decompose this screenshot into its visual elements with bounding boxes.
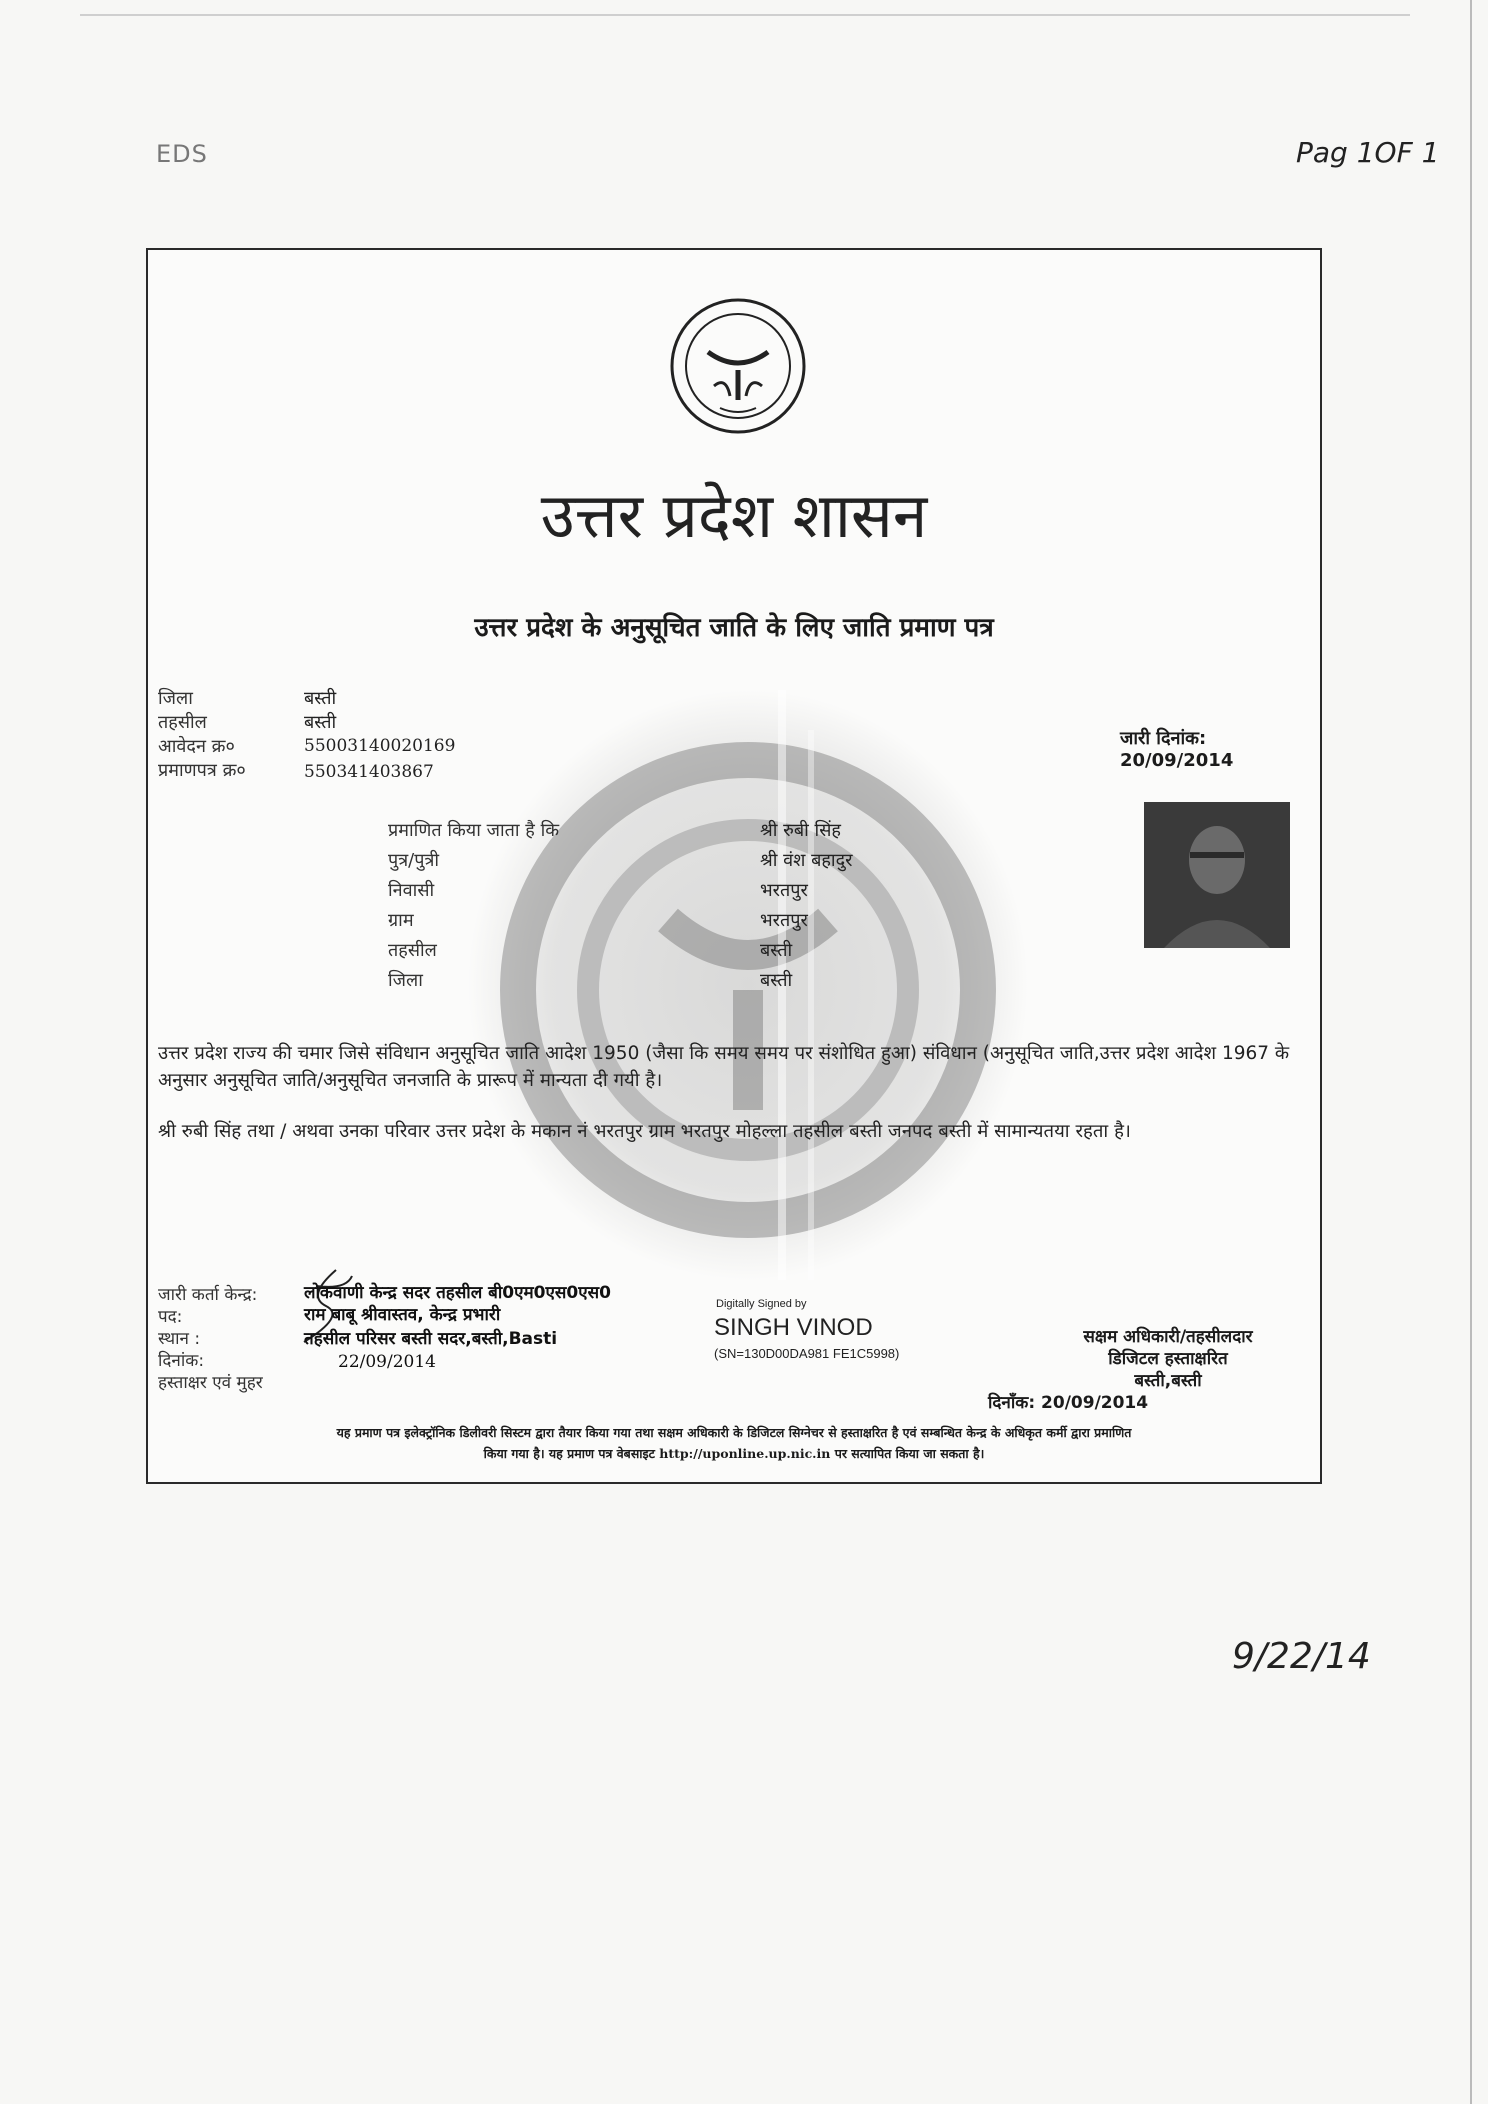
issuer-label-signature-seal: हस्ताक्षर एवं मुहर bbox=[158, 1373, 263, 1393]
applicant-photo bbox=[1144, 802, 1290, 948]
certify-label-resident: निवासी bbox=[388, 880, 435, 901]
issuer-value-date: 22/09/2014 bbox=[338, 1352, 436, 1372]
detail-value-application-no: 550031400201​69 bbox=[304, 736, 456, 756]
authority-location: बस्ती,बस्ती bbox=[1134, 1371, 1202, 1391]
certify-value-resident: भरतपुर bbox=[760, 880, 808, 901]
certify-value-tehsil: बस्ती bbox=[760, 940, 793, 961]
issuer-label-date: दिनांक: bbox=[158, 1351, 205, 1371]
certify-value-village: भरतपुर bbox=[760, 910, 808, 931]
digital-signature-name: SINGH VINOD bbox=[714, 1314, 873, 1341]
certify-value-name: श्री रुबी सिंह bbox=[760, 820, 841, 841]
certificate-subtitle: उत्तर प्रदेश के अनुसूचित जाति के लिए जाति प्रमाण पत्र bbox=[474, 613, 994, 643]
issuer-value-post: राम बाबू श्रीवास्तव, केन्द्र प्रभारी bbox=[304, 1305, 501, 1325]
digital-signature-caption: Digitally Signed by bbox=[716, 1298, 807, 1310]
scan-artifact-right bbox=[1470, 0, 1472, 2104]
residence-statement-paragraph: श्री रुबी सिंह तथा / अथवा उनका परिवार उत्तर प्रदेश के मकान नं भरतपुर ग्राम भरतपुर मोहल्ला तहसील बस्ती जनपद बस्ती में सामान्यतया रहता है। bbox=[158, 1121, 1131, 1142]
certify-label-parent: पुत्र/पुत्री bbox=[388, 850, 440, 871]
detail-value-district: बस्ती bbox=[304, 688, 337, 709]
issuer-value-center: लोकवाणी केन्द्र सदर तहसील बी0एम0एस0एस0 bbox=[304, 1283, 611, 1303]
caste-statement-paragraph: उत्तर प्रदेश राज्य की चमार जिसे संविधान अनुसूचित जाति आदेश 1950 (जैसा कि समय समय पर संशोधित हुआ) संविधान (अनुसूचित जाति,उत्तर प्रदेश आदेश 1967 के अनुसार अनुसूचित जाति/अनुसूचित जनजाति के प्रारूप में मान्यता दी गयी है। bbox=[158, 1043, 1290, 1091]
detail-value-tehsil: बस्ती bbox=[304, 712, 337, 733]
page-marker: Pag 1OF 1 bbox=[1296, 136, 1440, 169]
certify-label-intro: प्रमाणित किया जाता है कि bbox=[388, 820, 560, 841]
certify-label-village: ग्राम bbox=[388, 910, 414, 931]
digital-signature-serial: (SN=130D00DA981 FE1C5998) bbox=[714, 1346, 900, 1361]
authority-digital-signed: डिजिटल हस्ताक्षरित bbox=[1108, 1349, 1228, 1369]
footer-line-1: यह प्रमाण पत्र इलेक्ट्रॉनिक डिलीवरी सिस्टम द्वारा तैयार किया गया तथा सक्षम अधिकारी के डिजिटल सिग्नेचर से हस्ताक्षरित है एवं सम्बन्धित केन्द्र के अधिकृत कर्मी द्वारा प्रमाणित bbox=[336, 1425, 1132, 1440]
authority-designation: सक्षम अधिकारी/तहसीलदार bbox=[1083, 1327, 1253, 1347]
handwritten-date: 9/22/14 bbox=[1232, 1636, 1371, 1677]
certify-label-district: जिला bbox=[388, 970, 423, 991]
issuer-label-place: स्थान : bbox=[158, 1329, 201, 1349]
detail-label-application-no: आवेदन क्र० bbox=[158, 736, 235, 757]
state-seal-watermark bbox=[468, 690, 1028, 1280]
detail-label-certificate-no: प्रमाणपत्र क्र० bbox=[158, 760, 246, 781]
certificate-footer bbox=[148, 1422, 1320, 1464]
detail-label-district: जिला bbox=[158, 688, 193, 709]
issue-date: जारी दिनांक: 20/09/2014 bbox=[1120, 728, 1234, 771]
issuer-label-post: पद: bbox=[158, 1307, 183, 1327]
eds-annotation: EDS bbox=[156, 140, 208, 168]
footer-line-2: किया गया है। यह प्रमाण पत्र वेबसाइट http://uponline.up.nic.in पर सत्यापित किया जा सकता है। bbox=[483, 1446, 985, 1461]
detail-label-tehsil: तहसील bbox=[158, 712, 207, 733]
certify-value-parent: श्री वंश बहादुर bbox=[760, 850, 853, 871]
certify-value-district: बस्ती bbox=[760, 970, 793, 991]
up-government-emblem-icon bbox=[668, 296, 808, 436]
page-title: उत्तर प्रदेश शासन bbox=[540, 479, 928, 552]
certify-label-tehsil: तहसील bbox=[388, 940, 437, 961]
authority-date: दिनाँक: 20/09/2014 bbox=[988, 1393, 1149, 1413]
issuer-value-place: तहसील परिसर बस्ती सदर,बस्ती,Basti bbox=[304, 1329, 558, 1349]
caste-certificate bbox=[146, 248, 1322, 1484]
issuer-label-center: जारी कर्ता केन्द्र: bbox=[158, 1285, 258, 1305]
detail-value-certificate-no: 550341403867 bbox=[304, 762, 434, 782]
scan-artifact-top bbox=[80, 14, 1410, 16]
